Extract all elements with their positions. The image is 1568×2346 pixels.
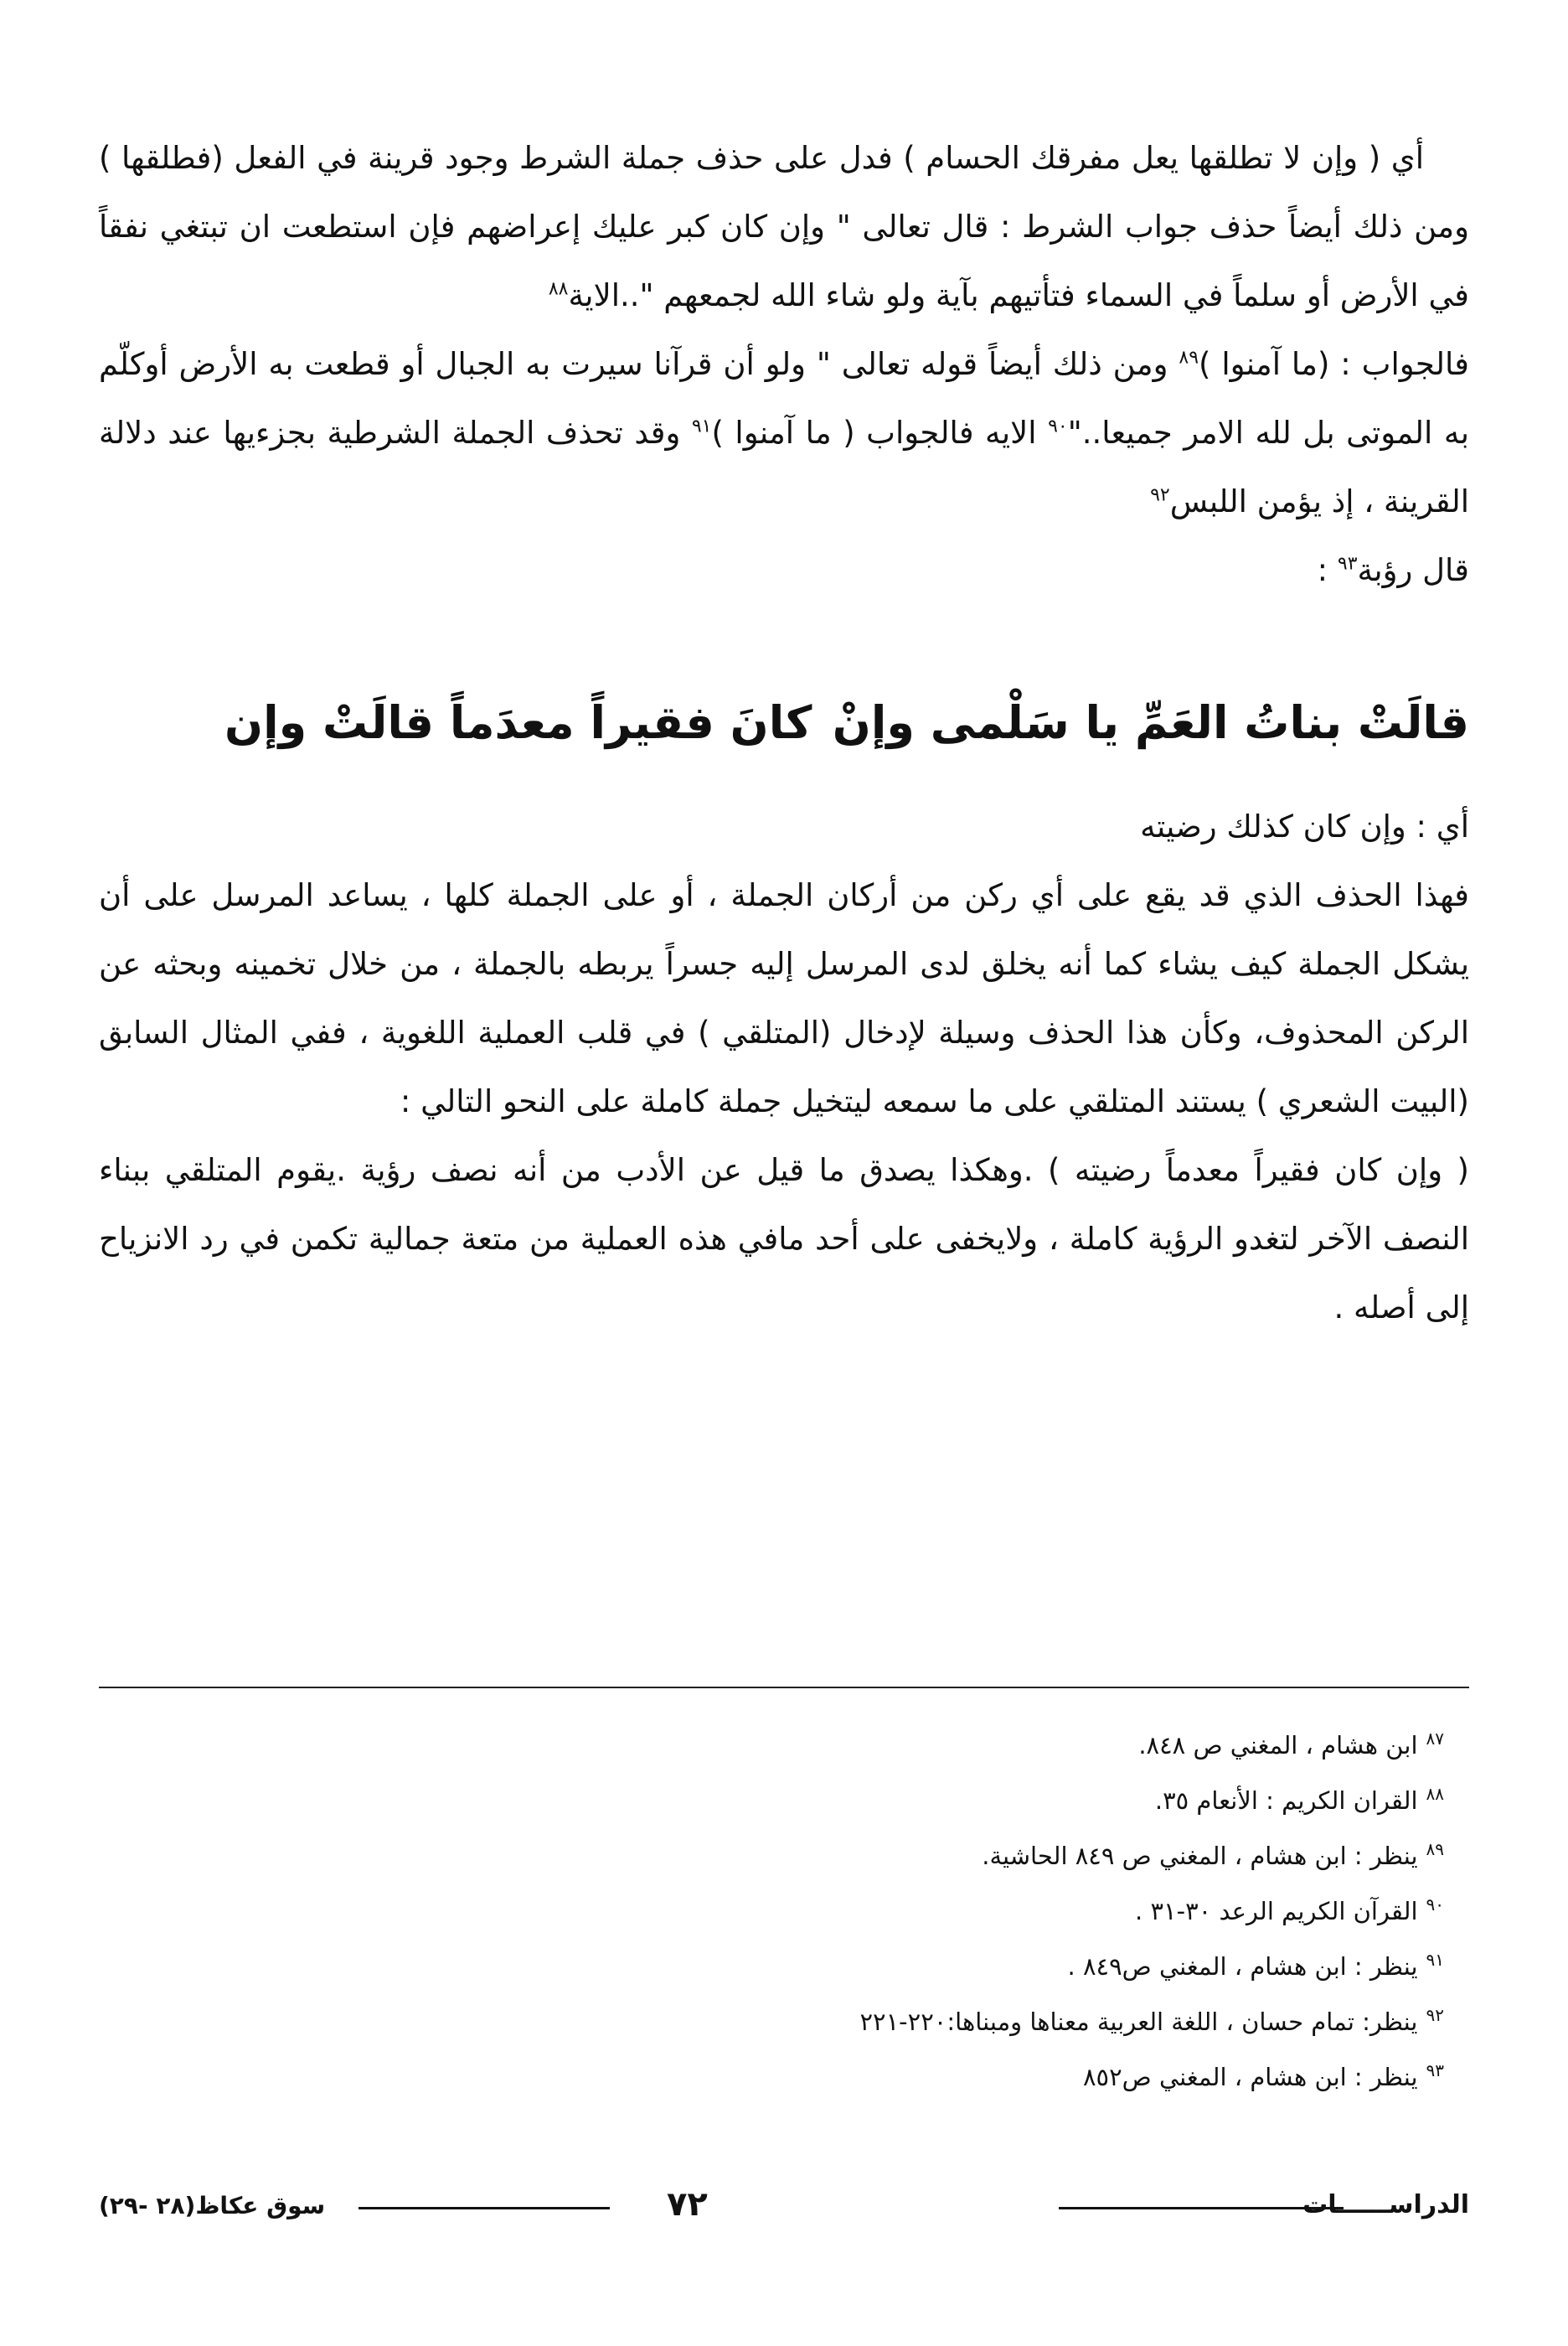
main-text-block-2 bbox=[99, 793, 1469, 1342]
footnote-text: القرآن الكريم الرعد ٣٠-٣١ . bbox=[1135, 1897, 1418, 1925]
footnote-number: ٨٩ bbox=[1426, 1839, 1444, 1860]
footer-rule bbox=[1059, 2207, 1344, 2209]
poetry-verse bbox=[99, 677, 1469, 769]
footnote-number: ٨٧ bbox=[1426, 1728, 1444, 1749]
paragraph bbox=[99, 124, 1469, 330]
verse-second-hemistich: كانَ فقيراً معدَماً قالَتْ وإن bbox=[224, 696, 812, 749]
footnote-item bbox=[134, 2049, 1444, 2105]
poet-attribution-text: قال رؤبة bbox=[1357, 552, 1469, 588]
footnote-text: القران الكريم : الأنعام ٣٥. bbox=[1154, 1786, 1418, 1815]
footnote-separator bbox=[99, 1687, 1469, 1688]
paragraph: فهذا الحذف الذي قد يقع على أي ركن من أركان الجملة ، أو على الجملة كلها ، يساعد المرسل على أن يشكل الجملة كيف يشاء كما أنه يخلق لدى المرسل إليه جسراً يربطه بالجملة ، من خلال تخمينه وبحثه عن الركن المحذوف، وكأن هذا الحذف وسيلة لإدخال (المتلقي ) في قلب العملية اللغوية ، ففي المثال السابق (البيت الشعري ) يستند المتلقي على ما سمعه ليتخيل جملة كاملة على النحو التالي : bbox=[99, 877, 1469, 1119]
footnotes bbox=[134, 1718, 1444, 2105]
footnote-item bbox=[134, 1828, 1444, 1884]
footnote-text: ينظر : ابن هشام ، المغني ص٨٤٩ . bbox=[1067, 1952, 1418, 1981]
footnote-item bbox=[134, 1884, 1444, 1939]
footnote-ref[interactable]: ٨٨ bbox=[548, 278, 569, 300]
journal-name: سوق عكاظ(٢٨ -٢٩) bbox=[99, 2192, 326, 2219]
paragraph: أي : وإن كان كذلك رضيته bbox=[1140, 809, 1469, 845]
footnote-ref[interactable]: ٩١ bbox=[691, 416, 712, 437]
page-footer bbox=[99, 2185, 1469, 2227]
footnote-ref[interactable]: ٨٩ bbox=[1179, 347, 1199, 369]
footnote-ref[interactable]: ٩٢ bbox=[1150, 484, 1170, 506]
footnote-text: ينظر : ابن هشام ، المغني ص٨٥٢ bbox=[1082, 2063, 1418, 2091]
paragraph-text: أي ( وإن لا تطلقها يعل مفرقك الحسام ) فدل على حذف جملة الشرط وجود قرينة في الفعل (فطلقها ) ومن ذلك أيضاً حذف جواب الشرط : قال تعالى " وإن كان كبر عليك إعراضهم فإن استطعت ان تبتغي نفقاً في الأرض أو سلماً في السماء فتأتيهم بآية ولو شاء الله لجمعهم "..الاية bbox=[99, 140, 1469, 313]
verse-first-hemistich: قالَتْ بناتُ العَمِّ يا سَلْمى وإنْ bbox=[832, 696, 1469, 749]
paragraph bbox=[99, 330, 1469, 536]
footnote-ref[interactable]: ٩٣ bbox=[1337, 553, 1358, 575]
footnote-item bbox=[134, 1939, 1444, 1994]
footnote-text: ينظر: تمام حسان ، اللغة العربية معناها ومبناها:٢٢٠-٢٢١ bbox=[859, 2008, 1418, 2036]
section-name: الدراســــــات bbox=[1302, 2190, 1469, 2219]
main-text-block bbox=[99, 124, 1469, 605]
footnote-number: ٩٠ bbox=[1426, 1894, 1444, 1915]
footnote-text: ابن هشام ، المغني ص ٨٤٨. bbox=[1138, 1731, 1418, 1760]
paragraph-text: ومن ذلك أيضاً قوله تعالى " ولو أن قرآنا سيرت به الجبال أو قطعت به الأرض أوكلّم به الموتى بل لله الامر جميعا.." bbox=[99, 346, 1469, 451]
footnote-item bbox=[134, 1994, 1444, 2049]
page-number: ٧٢ bbox=[667, 2185, 708, 2224]
footnote-number: ٨٨ bbox=[1426, 1784, 1444, 1805]
footer-rule bbox=[358, 2207, 610, 2209]
paragraph-text: فالجواب : (ما آمنوا ) bbox=[1199, 346, 1469, 382]
paragraph: ( وإن كان فقيراً معدماً رضيته ) .وهكذا يصدق ما قيل عن الأدب من أنه نصف رؤية .يقوم المتلقي ببناء النصف الآخر لتغدو الرؤية كاملة ، ولايخفى على أحد مافي هذه العملية من متعة جمالية تكمن في رد الانزياح إلى أصله . bbox=[99, 1152, 1469, 1325]
footnote-number: ٩١ bbox=[1426, 1950, 1444, 1971]
footnote-text: ينظر : ابن هشام ، المغني ص ٨٤٩ الحاشية. bbox=[982, 1842, 1418, 1870]
footnote-item bbox=[134, 1773, 1444, 1828]
footnote-number: ٩٢ bbox=[1426, 2005, 1444, 2026]
footnote-item bbox=[134, 1718, 1444, 1773]
poet-attribution-colon: : bbox=[1317, 552, 1338, 588]
poet-attribution bbox=[99, 536, 1469, 605]
footnote-ref[interactable]: ٩٠ bbox=[1048, 416, 1068, 437]
paragraph-text: وقد تحذف الجملة الشرطية بجزءيها عند دلالة القرينة ، إذ يؤمن اللبس bbox=[99, 415, 1469, 519]
footnote-number: ٩٣ bbox=[1426, 2060, 1444, 2081]
paragraph-text: الايه فالجواب ( ما آمنوا ) bbox=[711, 415, 1049, 451]
